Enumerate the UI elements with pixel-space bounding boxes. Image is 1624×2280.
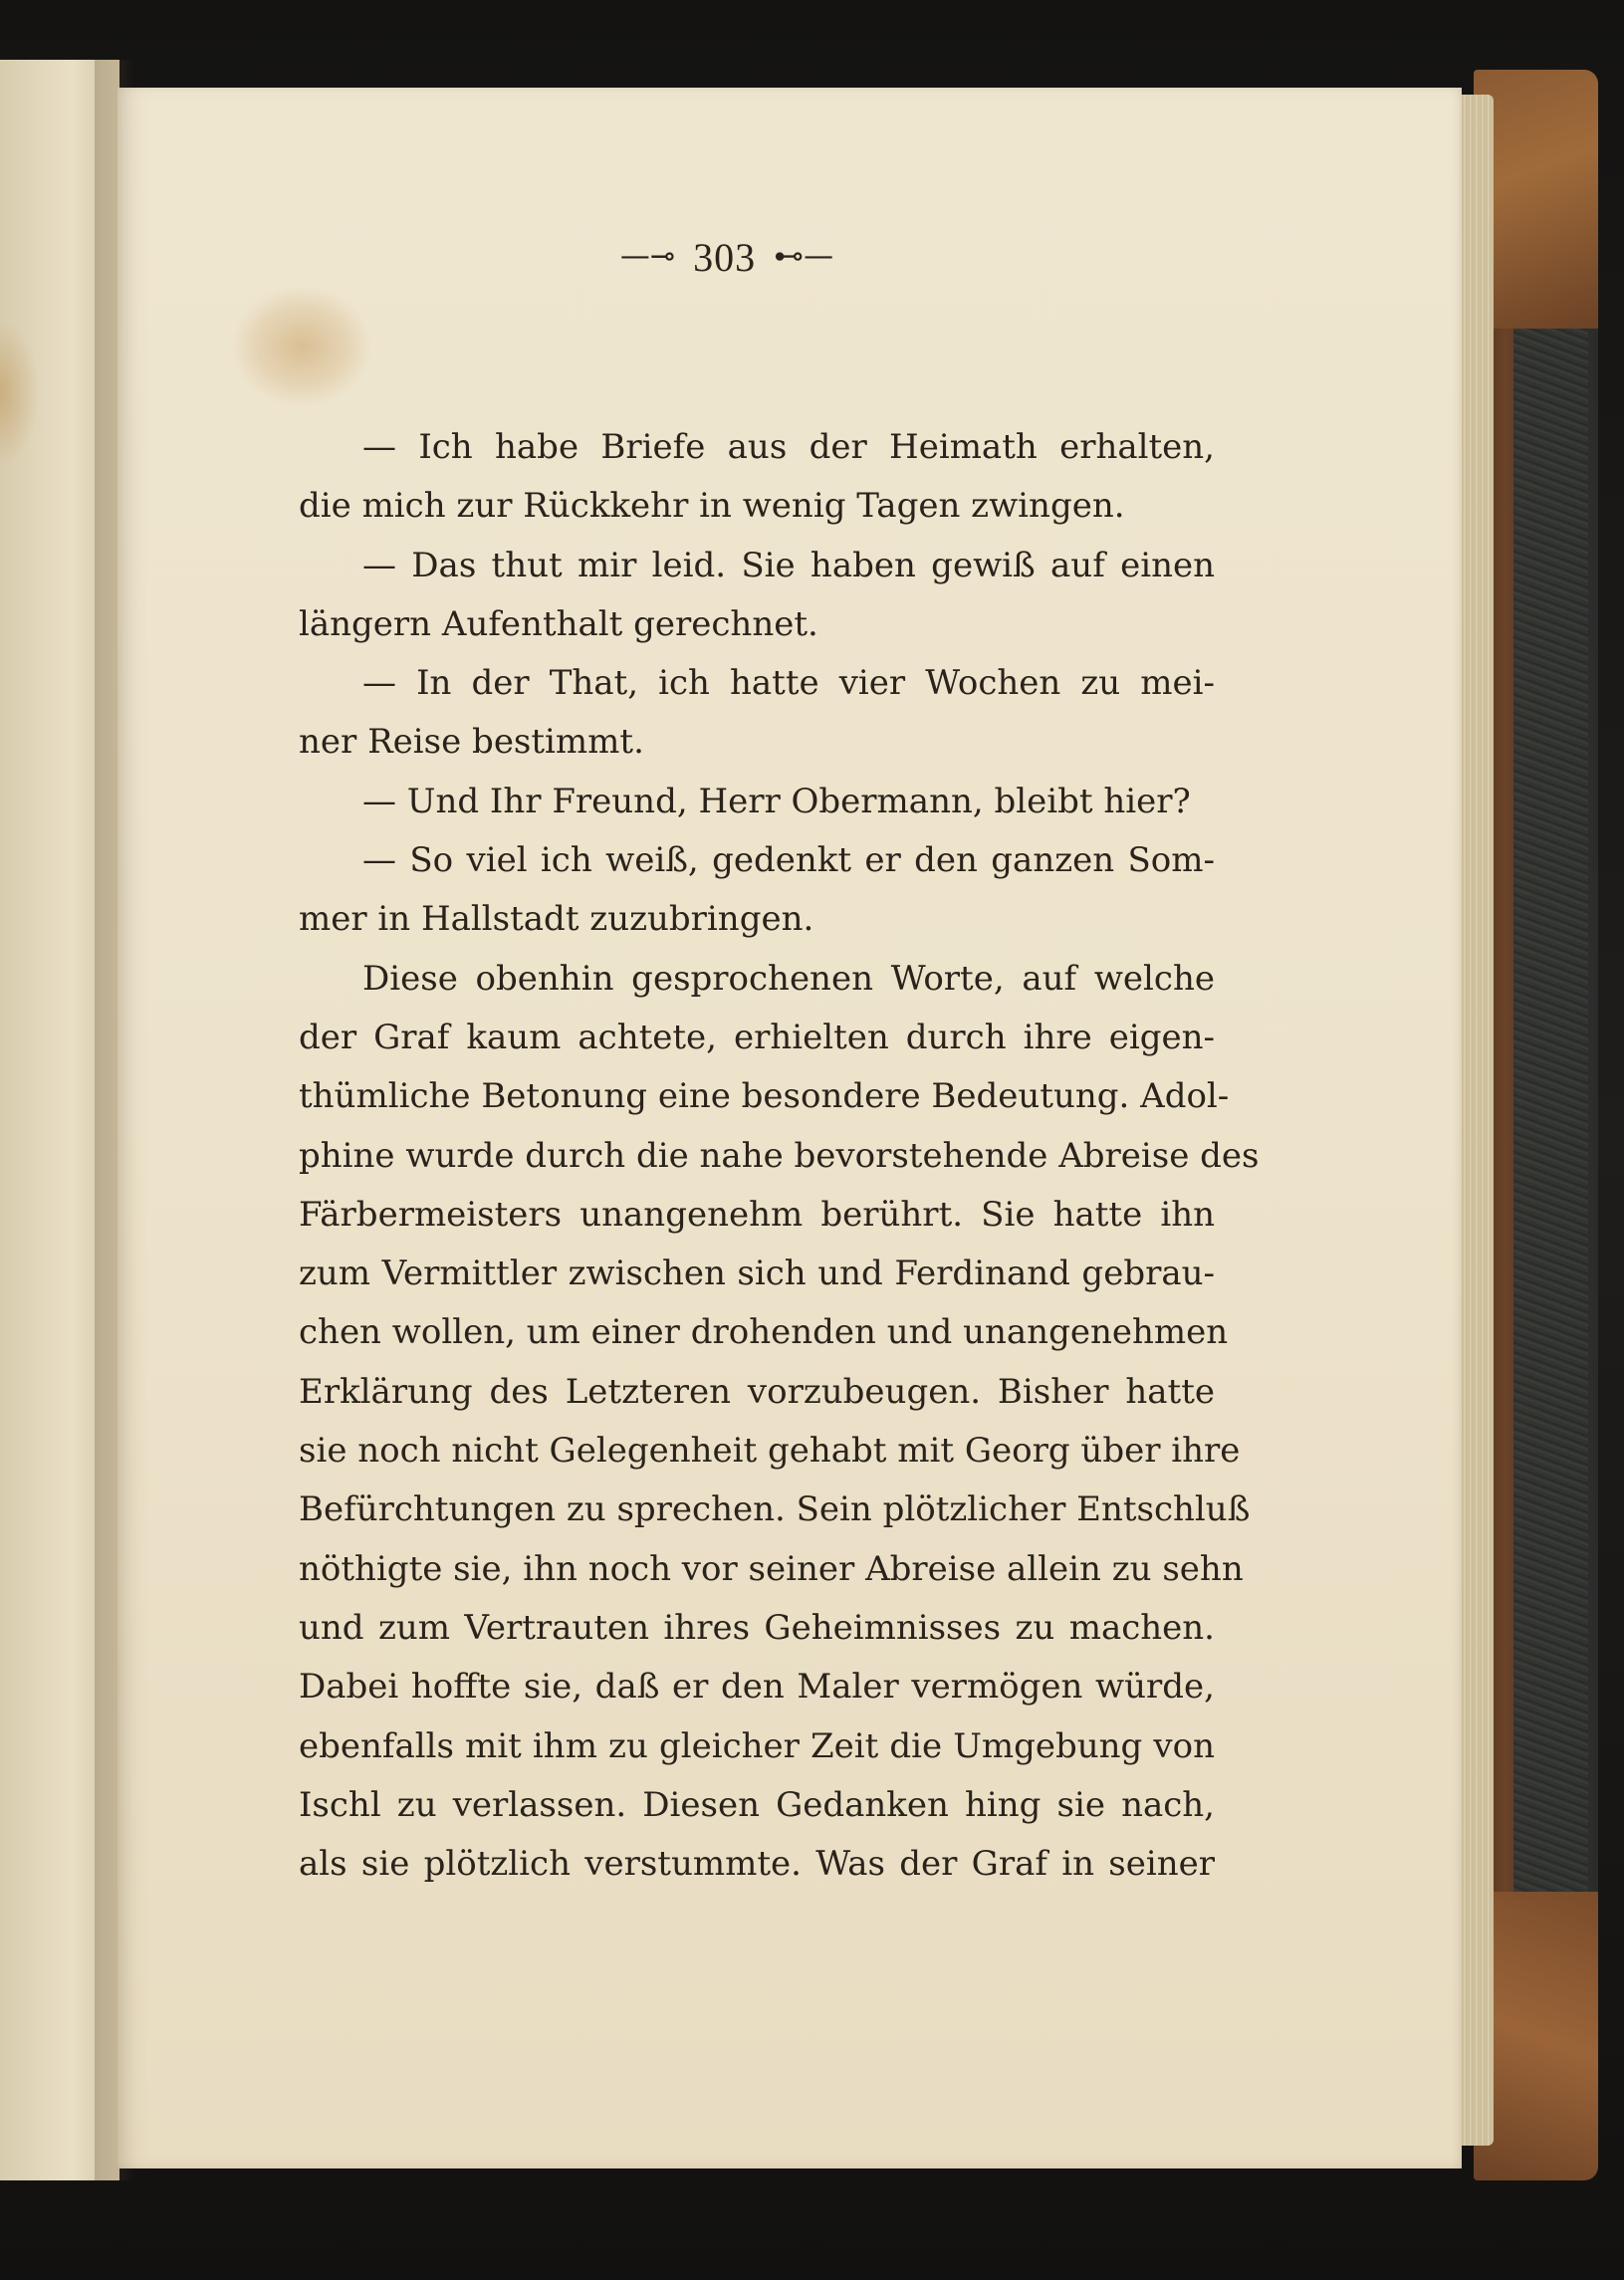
text-line: Diese obenhin gesprochenen Worte, auf welche [362, 958, 1215, 999]
left-page-stain [0, 319, 40, 468]
page-stain [232, 287, 371, 406]
text-line: ebenfalls mit ihm zu gleicher Zeit die Umgebung von [299, 1725, 1215, 1766]
ornament-left-icon: —⊸ [619, 239, 676, 274]
text-line: sie noch nicht Gelegenheit gehabt mit Georg über ihre [299, 1431, 1241, 1472]
page-header [498, 227, 956, 287]
text-line: — Das thut mir leid. Sie haben gewiß auf einen [362, 545, 1215, 585]
text-line: und zum Vertrauten ihres Geheimnisses zu machen. [299, 1607, 1215, 1648]
ornament-right-icon: ⊷— [774, 239, 834, 274]
page-number: 303 [693, 234, 757, 280]
text-line: Erklärung des Letzteren vorzubeugen. Bisher hatte [299, 1371, 1215, 1412]
text-line: die mich zur Rückkehr in wenig Tagen zwingen. [299, 486, 1125, 527]
text-line: Dabei hoffte sie, daß er den Maler vermögen würde, [299, 1667, 1215, 1708]
text-line: — Und Ihr Freund, Herr Obermann, bleibt hier? [362, 781, 1191, 821]
text-line: Befürchtungen zu sprechen. Sein plötzlicher Entschluß [299, 1489, 1251, 1530]
text-line: als sie plötzlich verstummte. Was der Graf in seiner [299, 1844, 1215, 1885]
body-text [299, 418, 1260, 1894]
text-line: mer in Hallstadt zuzubringen. [299, 899, 814, 940]
text-line: Färbermeisters unangenehm berührt. Sie hatte ihn [299, 1194, 1215, 1235]
text-line: zum Vermittler zwischen sich und Ferdinand gebrau- [299, 1254, 1215, 1294]
text-line: chen wollen, um einer drohenden und unangenehmen [299, 1312, 1229, 1353]
text-line: längern Aufenthalt gerechnet. [299, 603, 818, 644]
text-line: thümliche Betonung eine besondere Bedeutung. Adol- [299, 1076, 1230, 1117]
text-line: Ischl zu verlassen. Diesen Gedanken hing sie nach, [299, 1784, 1215, 1825]
text-line: — Ich habe Briefe aus der Heimath erhalten, [362, 427, 1215, 467]
text-line: — So viel ich weiß, gedenkt er den ganzen Som- [362, 840, 1215, 881]
text-line: ner Reise bestimmt. [299, 722, 644, 763]
text-line: — In der That, ich hatte vier Wochen zu mei- [362, 663, 1215, 704]
text-line: phine wurde durch die nahe bevorstehende Abreise des [299, 1135, 1260, 1176]
text-line: nöthigte sie, ihn noch vor seiner Abreise allein zu sehn [299, 1548, 1244, 1589]
text-line: der Graf kaum achtete, erhielten durch ihre eigen- [299, 1017, 1215, 1057]
